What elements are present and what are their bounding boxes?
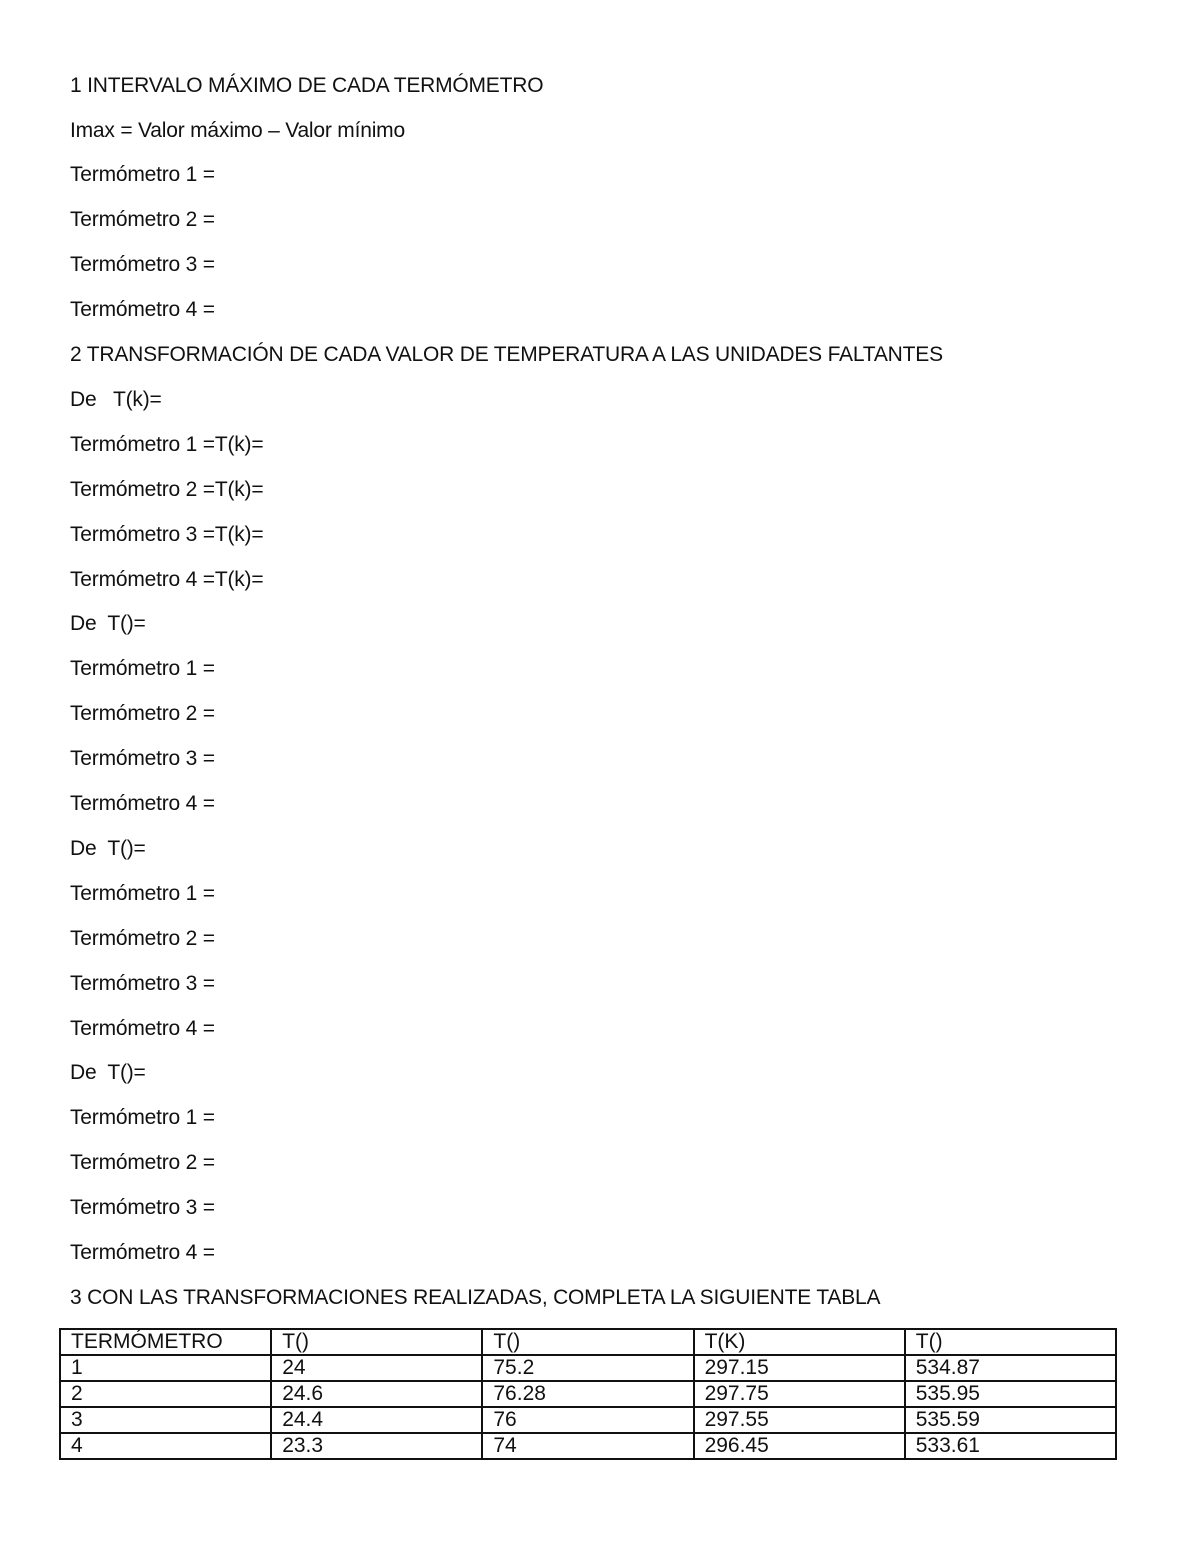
text-line: Termómetro 1 =: [70, 163, 215, 186]
temperature-table: [59, 1328, 1117, 1460]
conversion-heading: De T()=: [70, 612, 146, 635]
table-header-cell: TERMÓMETRO: [60, 1329, 271, 1355]
table-cell: 535.95: [905, 1381, 1116, 1407]
section-2-heading: 2 TRANSFORMACIÓN DE CADA VALOR DE TEMPERATURA A LAS UNIDADES FALTANTES: [70, 343, 943, 366]
table-cell: 74: [482, 1433, 693, 1459]
table-cell: 1: [60, 1355, 271, 1381]
table-header-cell: T(K): [694, 1329, 905, 1355]
text-line: Termómetro 4 =: [70, 298, 215, 321]
text-line: Termómetro 3 =: [70, 747, 215, 770]
table-row: [60, 1407, 1116, 1433]
conversion-heading: De T(k)=: [70, 388, 162, 411]
table-header-row: [60, 1329, 1116, 1355]
table-cell: 297.15: [694, 1355, 905, 1381]
text-line: Termómetro 1 =: [70, 1106, 215, 1129]
text-line: Termómetro 2 =: [70, 702, 215, 725]
text-line: Termómetro 4 =: [70, 1017, 215, 1040]
table-cell: 297.75: [694, 1381, 905, 1407]
table-row: [60, 1433, 1116, 1459]
conversion-heading: De T()=: [70, 837, 146, 860]
text-line: Termómetro 3 =: [70, 1196, 215, 1219]
text-line: Termómetro 4 =: [70, 1241, 215, 1264]
text-line: Termómetro 2 =T(k)=: [70, 478, 264, 501]
table-cell: 3: [60, 1407, 271, 1433]
text-line: Termómetro 2 =: [70, 927, 215, 950]
text-line: Termómetro 1 =: [70, 657, 215, 680]
formula-line: Imax = Valor máximo – Valor mínimo: [70, 119, 405, 142]
table-cell: 23.3: [271, 1433, 482, 1459]
text-line: Termómetro 2 =: [70, 1151, 215, 1174]
text-line: Termómetro 4 =: [70, 792, 215, 815]
table-cell: 533.61: [905, 1433, 1116, 1459]
table-cell: 534.87: [905, 1355, 1116, 1381]
table-cell: 24.6: [271, 1381, 482, 1407]
table-cell: 296.45: [694, 1433, 905, 1459]
section-1-heading: 1 INTERVALO MÁXIMO DE CADA TERMÓMETRO: [70, 74, 544, 97]
table-cell: 4: [60, 1433, 271, 1459]
table-cell: 297.55: [694, 1407, 905, 1433]
text-line: Termómetro 1 =: [70, 882, 215, 905]
table-cell: 76.28: [482, 1381, 693, 1407]
table-header-cell: T(): [271, 1329, 482, 1355]
table-cell: 24: [271, 1355, 482, 1381]
table-row: [60, 1355, 1116, 1381]
table-cell: 2: [60, 1381, 271, 1407]
text-line: Termómetro 3 =: [70, 972, 215, 995]
text-line: Termómetro 2 =: [70, 208, 215, 231]
table-cell: 75.2: [482, 1355, 693, 1381]
section-3-heading: 3 CON LAS TRANSFORMACIONES REALIZADAS, COMPLETA LA SIGUIENTE TABLA: [70, 1286, 881, 1309]
table-header-cell: T(): [482, 1329, 693, 1355]
table-cell: 76: [482, 1407, 693, 1433]
table-cell: 535.59: [905, 1407, 1116, 1433]
table-row: [60, 1381, 1116, 1407]
text-line: Termómetro 1 =T(k)=: [70, 433, 264, 456]
conversion-heading: De T()=: [70, 1061, 146, 1084]
table-header-cell: T(): [905, 1329, 1116, 1355]
text-line: Termómetro 3 =T(k)=: [70, 523, 264, 546]
text-line: Termómetro 4 =T(k)=: [70, 568, 264, 591]
table-cell: 24.4: [271, 1407, 482, 1433]
text-line: Termómetro 3 =: [70, 253, 215, 276]
